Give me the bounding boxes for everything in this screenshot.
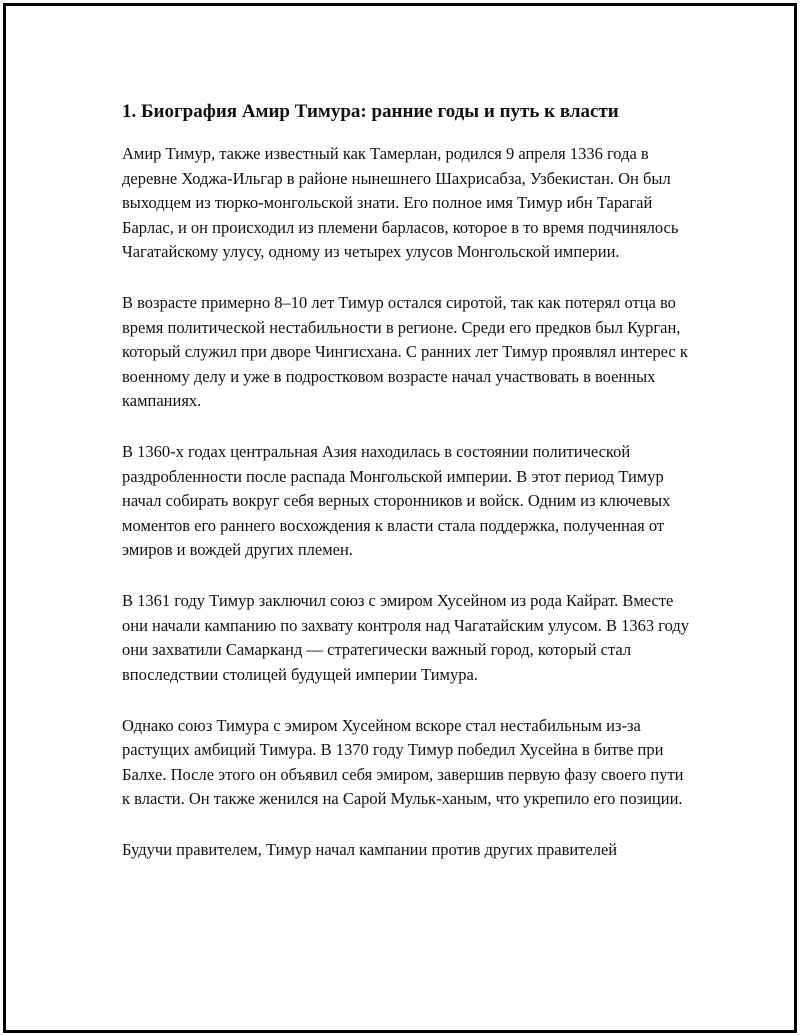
paragraph-birth: Амир Тимур, также известный как Тамерлан, родился 9 апреля 1336 года в деревне Ходжа-Ильгар в районе нынешнего Шахрисабза, Узбекистан. Он был выходцем из тюрко-монгольской знати. Его полное имя Тимур ибн Тарагай Барлас, и он происходил из племени барласов, которое в то время подчинялось Чагатайскому улусу, одному из четырех улусов Монгольской империи. xyxy=(122,144,679,261)
paragraph-ruler: Будучи правителем, Тимур начал кампании против других правителей xyxy=(122,840,618,859)
paragraph-alliance: В 1361 году Тимур заключил союз с эмиром Хусейном из рода Кайрат. Вместе они начали кампанию по захвату контроля над Чагатайским улусом. В 1363 году они захватили Самарканд — стратегически важный город, который стал впоследствии столицей будущей империи Тимура. xyxy=(122,591,689,684)
paragraph-1360s: В 1360-х годах центральная Азия находилась в состоянии политической раздробленности после распада Монгольской империи. В этот период Тимур начал собирать вокруг себя верных сторонников и войск. Одним из ключевых моментов его раннего восхождения к власти стала поддержка, полученная от эмиров и вождей других племен. xyxy=(122,442,671,559)
page-content xyxy=(122,94,694,889)
paragraph-rise-to-power: Однако союз Тимура с эмиром Хусейном вскоре стал нестабильным из-за растущих амбиций Тимура. В 1370 году Тимур победил Хусейна в битве при Балхе. После этого он объявил себя эмиром, завершив первую фазу своего пути к власти. Он также женился на Сарой Мульк-ханым, что укрепило его позиции. xyxy=(122,715,684,808)
page-frame xyxy=(3,3,797,1033)
paragraph-childhood: В возрасте примерно 8–10 лет Тимур остался сиротой, так как потерял отца во время политической нестабильности в регионе. Среди его предков был Курган, который служил при дворе Чингисхана. С ранних лет Тимур проявлял интерес к военному делу и уже в подростковом возрасте начал участвовать в военных кампаниях. xyxy=(122,293,688,410)
document-heading: 1. Биография Амир Тимура: ранние годы и путь к власти xyxy=(122,101,619,122)
